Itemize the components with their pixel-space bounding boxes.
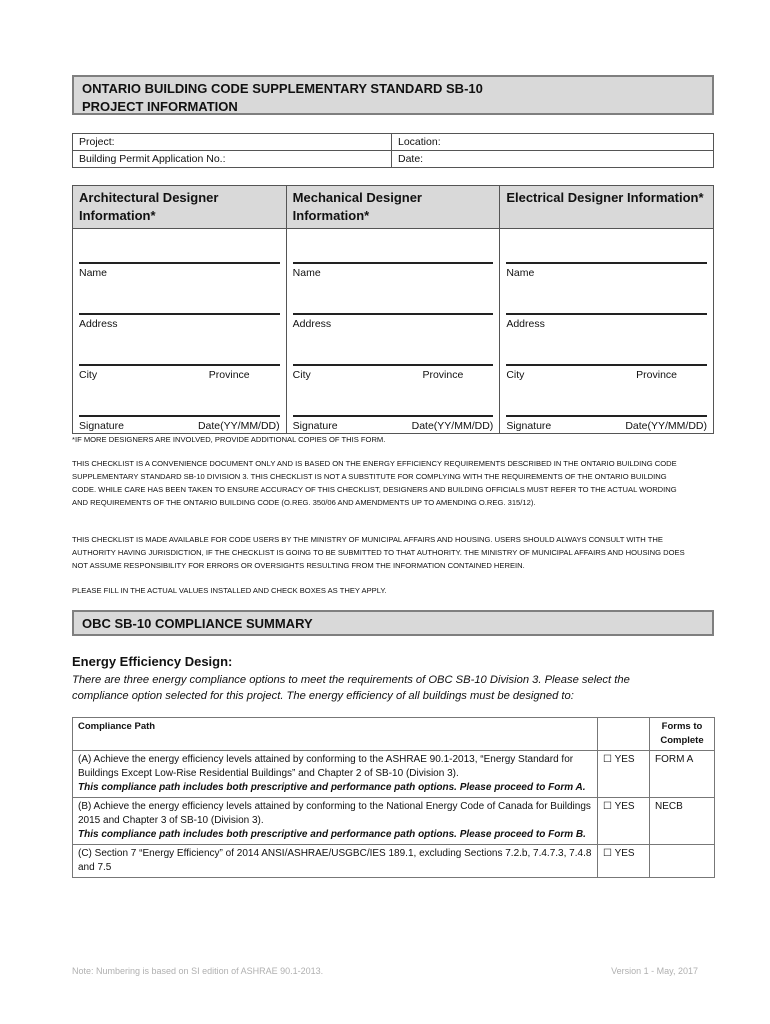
designer-col-mechanical: Mechanical Designer Information*: [286, 186, 500, 229]
path-b-form: NECB: [650, 798, 715, 845]
multiple-designers-note: *IF MORE DESIGNERS ARE INVOLVED, PROVIDE ADDITIONAL COPIES OF THIS FORM.: [72, 435, 386, 444]
designer-col-electrical: Electrical Designer Information*: [500, 186, 714, 229]
fill-instructions: PLEASE FILL IN THE ACTUAL VALUES INSTALLED AND CHECK BOXES AS THEY APPLY.: [72, 586, 387, 595]
arch-address-field[interactable]: [73, 280, 287, 331]
name-row: [73, 229, 714, 281]
city-label: City: [79, 369, 98, 381]
section-header-project-info: [72, 75, 714, 115]
mech-city-field[interactable]: [286, 331, 500, 382]
city-row: [73, 331, 714, 382]
mech-address-field[interactable]: [286, 280, 500, 331]
arch-name-field[interactable]: [73, 229, 287, 281]
project-info-table: [72, 133, 714, 168]
mech-name-field[interactable]: [286, 229, 500, 281]
province-label: Province: [422, 369, 464, 381]
header-title-line2: PROJECT INFORMATION: [82, 99, 238, 114]
address-label: Address: [292, 318, 332, 330]
date-label: Date(YY/MM/DD): [411, 420, 494, 432]
path-c-cell: [73, 845, 598, 878]
header-title-line1: ONTARIO BUILDING CODE SUPPLEMENTARY STANDARD SB-10: [82, 81, 483, 96]
energy-efficiency-intro: There are three energy compliance options to meet the requirements of OBC SB-10 Division 3. Please select the compliance option selected for this project. The energy efficiency of all buildings must be designed to:: [72, 674, 630, 702]
location-field[interactable]: Location:: [392, 134, 714, 151]
path-b-cell: [73, 798, 598, 845]
section-header-compliance-summary: [72, 610, 714, 636]
city-label: City: [506, 369, 525, 381]
arch-signature-field[interactable]: [73, 382, 287, 434]
path-a-note: This compliance path includes both prescriptive and performance path options. Please proceed to Form A.: [78, 782, 586, 793]
city-label: City: [292, 369, 311, 381]
elec-name-field[interactable]: [500, 229, 714, 281]
designer-col-architectural: Architectural Designer Information*: [73, 186, 287, 229]
province-label: Province: [208, 369, 250, 381]
path-a-form: FORM A: [650, 751, 715, 798]
footer-version: Version 1 - May, 2017: [611, 966, 698, 976]
name-label: Name: [79, 267, 108, 279]
disclaimer-paragraph-1: THIS CHECKLIST IS A CONVENIENCE DOCUMENT ONLY AND IS BASED ON THE ENERGY EFFICIENCY REQUIREMENTS DESCRIBED IN THE ONTARIO BUILDING CODE SUPPLEMENTARY STANDARD SB-10 DIVISION 3. THIS CHECKLIST IS NOT A SUBSTITUTE FOR COMPLYING WITH THE REQUIREMENTS OF THE ONTARIO BUILDING CODE. WHILE CARE HAS BEEN TAKEN TO ENSURE ACCURACY OF THIS CHECKLIST, DESIGNERS AND BUILDING OFFICIALS MUST REFER TO THE ACTUAL WORDING AND REQUIREMENTS OF THE ONTARIO BUILDING CODE (O.REG. 350/06 AND AMENDMENTS UP TO AMENDING O.REG. 315/12).: [72, 459, 677, 507]
signature-label: Signature: [79, 420, 124, 432]
compliance-path-header: Compliance Path: [73, 718, 598, 751]
signature-label: Signature: [506, 420, 552, 432]
elec-signature-field[interactable]: [500, 382, 714, 434]
designers-table: [72, 185, 714, 434]
table-row: [73, 798, 715, 845]
energy-efficiency-title: Energy Efficiency Design:: [72, 654, 233, 669]
signature-label: Signature: [292, 420, 338, 432]
path-b-note: This compliance path includes both prescriptive and performance path options. Please proceed to Form B.: [78, 829, 586, 840]
date-label: Date(YY/MM/DD): [625, 420, 707, 432]
path-c-form: [650, 845, 715, 878]
name-label: Name: [292, 267, 321, 279]
check-header: [598, 718, 650, 751]
elec-address-field[interactable]: [500, 280, 714, 331]
path-b-checkbox[interactable]: ☐ YES: [598, 798, 650, 845]
address-row: [73, 280, 714, 331]
path-a-cell: [73, 751, 598, 798]
address-label: Address: [506, 318, 545, 330]
address-label: Address: [79, 318, 118, 330]
province-label: Province: [636, 369, 677, 381]
disclaimer-paragraph-2: THIS CHECKLIST IS MADE AVAILABLE FOR CODE USERS BY THE MINISTRY OF MUNICIPAL AFFAIRS AND HOUSING. USERS SHOULD ALWAYS CONSULT WITH THE AUTHORITY HAVING JURISDICTION, IF THE CHECKLIST IS GOING TO BE SUBMITTED TO THAT AUTHORITY. THE MINISTRY OF MUNICIPAL AFFAIRS AND HOUSING DOES NOT ASSUME RESPONSIBILITY FOR ERRORS OR OVERSIGHTS RESULTING FROM THE INFORMATION CONTAINED HEREIN.: [72, 535, 685, 570]
mech-signature-field[interactable]: [286, 382, 500, 434]
table-row: [73, 845, 715, 878]
date-field[interactable]: Date:: [392, 151, 714, 168]
path-a-checkbox[interactable]: ☐ YES: [598, 751, 650, 798]
project-field[interactable]: Project:: [73, 134, 392, 151]
arch-city-field[interactable]: [73, 331, 287, 382]
compliance-path-table: [72, 717, 715, 878]
path-c-text: (C) Section 7 “Energy Efficiency” of 2014 ANSI/ASHRAE/USGBC/IES 189.1, excluding Sections 7.2.b, 7.4.7.3, 7.4.8 and 7.5: [78, 848, 592, 873]
date-label: Date(YY/MM/DD): [197, 420, 280, 432]
signature-row: [73, 382, 714, 434]
table-row: [73, 751, 715, 798]
path-a-text: (A) Achieve the energy efficiency levels attained by conforming to the ASHRAE 90.1-2013, “Energy Standard for Buildings Except Low-Rise Residential Buildings” and Chapter 2 of SB-10 (Division 3).: [78, 754, 574, 779]
permit-field[interactable]: Building Permit Application No.:: [73, 151, 392, 168]
name-label: Name: [506, 267, 535, 279]
path-c-checkbox[interactable]: ☐ YES: [598, 845, 650, 878]
elec-city-field[interactable]: [500, 331, 714, 382]
path-b-text: (B) Achieve the energy efficiency levels attained by conforming to the National Energy Code of Canada for Buildings 2015 and Chapter 3 of SB-10 (Division 3).: [78, 801, 591, 826]
footer-note: Note: Numbering is based on SI edition of ASHRAE 90.1-2013.: [72, 966, 324, 976]
forms-header: Forms to Complete: [650, 718, 715, 751]
compliance-summary-title: OBC SB-10 COMPLIANCE SUMMARY: [82, 616, 313, 631]
